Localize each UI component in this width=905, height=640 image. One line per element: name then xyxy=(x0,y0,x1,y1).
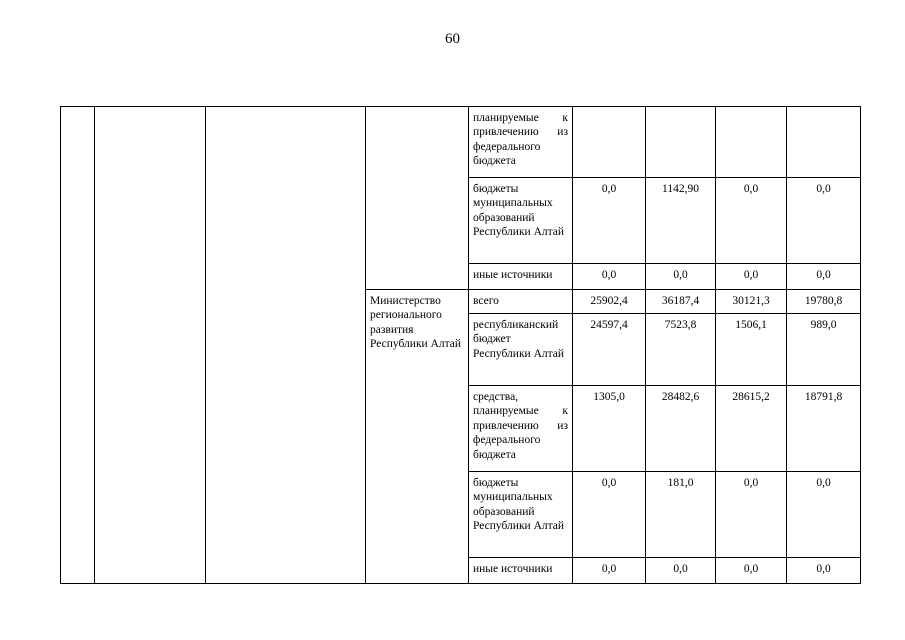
value-cell: 7523,8 xyxy=(646,314,716,386)
table-row xyxy=(61,107,861,178)
value-cell: 1305,0 xyxy=(573,386,646,472)
value-cell: 1142,90 xyxy=(646,178,716,264)
blank-cell xyxy=(95,107,206,584)
value-cell: 0,0 xyxy=(573,178,646,264)
value-cell: 0,0 xyxy=(787,178,861,264)
value-cell: 28615,2 xyxy=(716,386,787,472)
value-cell: 28482,6 xyxy=(646,386,716,472)
value-cell: 0,0 xyxy=(716,472,787,558)
value-cell: 0,0 xyxy=(787,472,861,558)
funding-source-cell: всего xyxy=(469,290,573,314)
value-cell: 0,0 xyxy=(787,264,861,290)
value-cell xyxy=(573,107,646,178)
value-cell: 36187,4 xyxy=(646,290,716,314)
budget-table xyxy=(60,106,861,584)
funding-source-cell: планируемые к привлечению из федерального бюджета xyxy=(469,107,573,178)
value-cell: 0,0 xyxy=(573,472,646,558)
funding-source-cell: средства, планируемые к привлечению из федерального бюджета xyxy=(469,386,573,472)
blank-cell xyxy=(366,107,469,290)
funding-source-cell: иные источники xyxy=(469,264,573,290)
value-cell: 1506,1 xyxy=(716,314,787,386)
value-cell: 0,0 xyxy=(646,264,716,290)
value-cell: 0,0 xyxy=(646,558,716,584)
blank-cell xyxy=(61,107,95,584)
value-cell xyxy=(646,107,716,178)
value-cell xyxy=(716,107,787,178)
value-cell: 0,0 xyxy=(573,558,646,584)
value-cell: 0,0 xyxy=(716,264,787,290)
funding-source-cell: бюджеты муниципальных образований Республики Алтай xyxy=(469,178,573,264)
value-cell: 18791,8 xyxy=(787,386,861,472)
page-number: 60 xyxy=(445,31,460,47)
funding-source-cell: республиканский бюджет Республики Алтай xyxy=(469,314,573,386)
value-cell xyxy=(787,107,861,178)
funding-source-cell: бюджеты муниципальных образований Республики Алтай xyxy=(469,472,573,558)
value-cell: 0,0 xyxy=(573,264,646,290)
value-cell: 19780,8 xyxy=(787,290,861,314)
blank-cell xyxy=(206,107,366,584)
value-cell: 25902,4 xyxy=(573,290,646,314)
value-cell: 24597,4 xyxy=(573,314,646,386)
funding-source-cell: иные источники xyxy=(469,558,573,584)
value-cell: 0,0 xyxy=(716,558,787,584)
value-cell: 0,0 xyxy=(716,178,787,264)
value-cell: 181,0 xyxy=(646,472,716,558)
value-cell: 0,0 xyxy=(787,558,861,584)
value-cell: 30121,3 xyxy=(716,290,787,314)
value-cell: 989,0 xyxy=(787,314,861,386)
ministry-cell: Министерство регионального развития Республики Алтай xyxy=(366,290,469,584)
